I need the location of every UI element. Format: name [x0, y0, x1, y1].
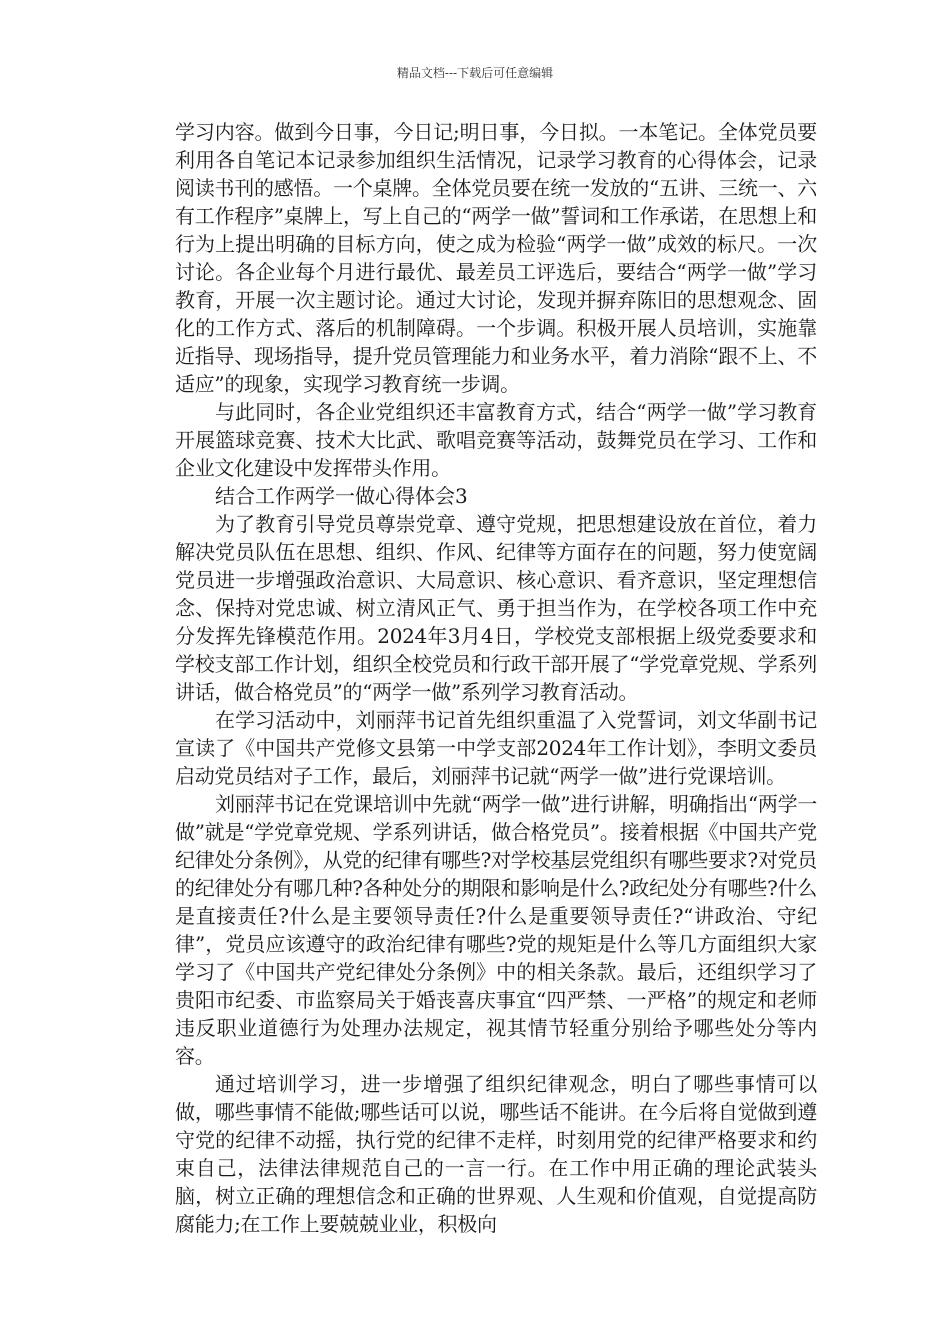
paragraph-learning-activity: 在学习活动中，刘丽萍书记首先组织重温了入党誓词，刘文华副书记宣读了《中国共产党修文县第一中学支部2024年工作计划》，李明文委员启动党员结对子工作，最后，刘丽萍书记就“两学一做”进行党课培训。: [175, 708, 817, 788]
section-heading: 结合工作两学一做心得体会3: [215, 484, 468, 508]
page-header: 精品文档---下载后可任意编辑: [396, 66, 554, 80]
paragraph-conclusion: 通过培训学习，进一步增强了组织纪律观念，明白了哪些事情可以做，哪些事情不能做;哪些话可以说，哪些话不能讲。在今后将自觉做到遵守党的纪律不动摇，执行党的纪律不走样，时刻用党的纪律严格要求和约束自己，法律法律规范自己的一言一行。在工作中用正确的理论武装头脑，树立正确的理想信念和正确的世界观、人生观和价值观，自觉提高防腐能力;在工作上要兢兢业业，积极向: [175, 1072, 817, 1236]
paragraph-activities: 与此同时，各企业党组织还丰富教育方式，结合“两学一做”学习教育开展篮球竞赛、技术大比武、歌唱竞赛等活动，鼓舞党员在学习、工作和企业文化建设中发挥带头作用。: [175, 400, 817, 480]
paragraph-intro: 为了教育引导党员尊崇党章、遵守党规，把思想建设放在首位，着力解决党员队伍在思想、组织、作风、纪律等方面存在的问题，努力使宽阔党员进一步增强政治意识、大局意识、核心意识、看齐意识，坚定理想信念、保持对党忠诚、树立清风正气、勇于担当作为，在学校各项工作中充分发挥先锋模范作用。2024年3月4日，学校党支部根据上级党委要求和学校支部工作计划，组织全校党员和行政干部开展了“学党章党规、学系列讲话，做合格党员”的“两学一做”系列学习教育活动。: [175, 512, 817, 704]
paragraph-party-lecture: 刘丽萍书记在党课培训中先就“两学一做”进行讲解，明确指出“两学一做”就是“学党章党规、学系列讲话，做合格党员”。接着根据《中国共产党纪律处分条例》，从党的纪律有哪些?对学校基层党组织有哪些要求?对党员的纪律处分有哪几种?各种处分的期限和影响是什么?政纪处分有哪些?什么是直接责任?什么是主要领导责任?什么是重要领导责任?“讲政治、守纪律”，党员应该遵守的政治纪律有哪些?党的规矩是什么等几方面组织大家学习了《中国共产党纪律处分条例》中的相关条款。最后，还组织学习了贵阳市纪委、市监察局关于婚丧喜庆事宜“四严禁、一严格”的规定和老师违反职业道德行为处理办法规定，视其情节轻重分别给予哪些处分等内容。: [175, 792, 817, 1068]
paragraph-continuation: 学习内容。做到今日事，今日记;明日事，今日拟。一本笔记。全体党员要利用各自笔记本记录参加组织生活情况，记录学习教育的心得体会，记录阅读书刊的感悟。一个桌牌。全体党员要在统一发放的“五讲、三统一、六有工作程序”桌牌上，写上自己的“两学一做”誓词和工作承诺，在思想上和行为上提出明确的目标方向，使之成为检验“两学一做”成效的标尺。一次讨论。各企业每个月进行最优、最差员工评选后，要结合“两学一做”学习教育，开展一次主题讨论。通过大讨论，发现并摒弃陈旧的思想观念、固化的工作方式、落后的机制障碍。一个步调。积极开展人员培训，实施靠近指导、现场指导，提升党员管理能力和业务水平，着力消除“跟不上、不适应”的现象，实现学习教育统一步调。: [175, 120, 817, 396]
document-body: [175, 118, 817, 1238]
